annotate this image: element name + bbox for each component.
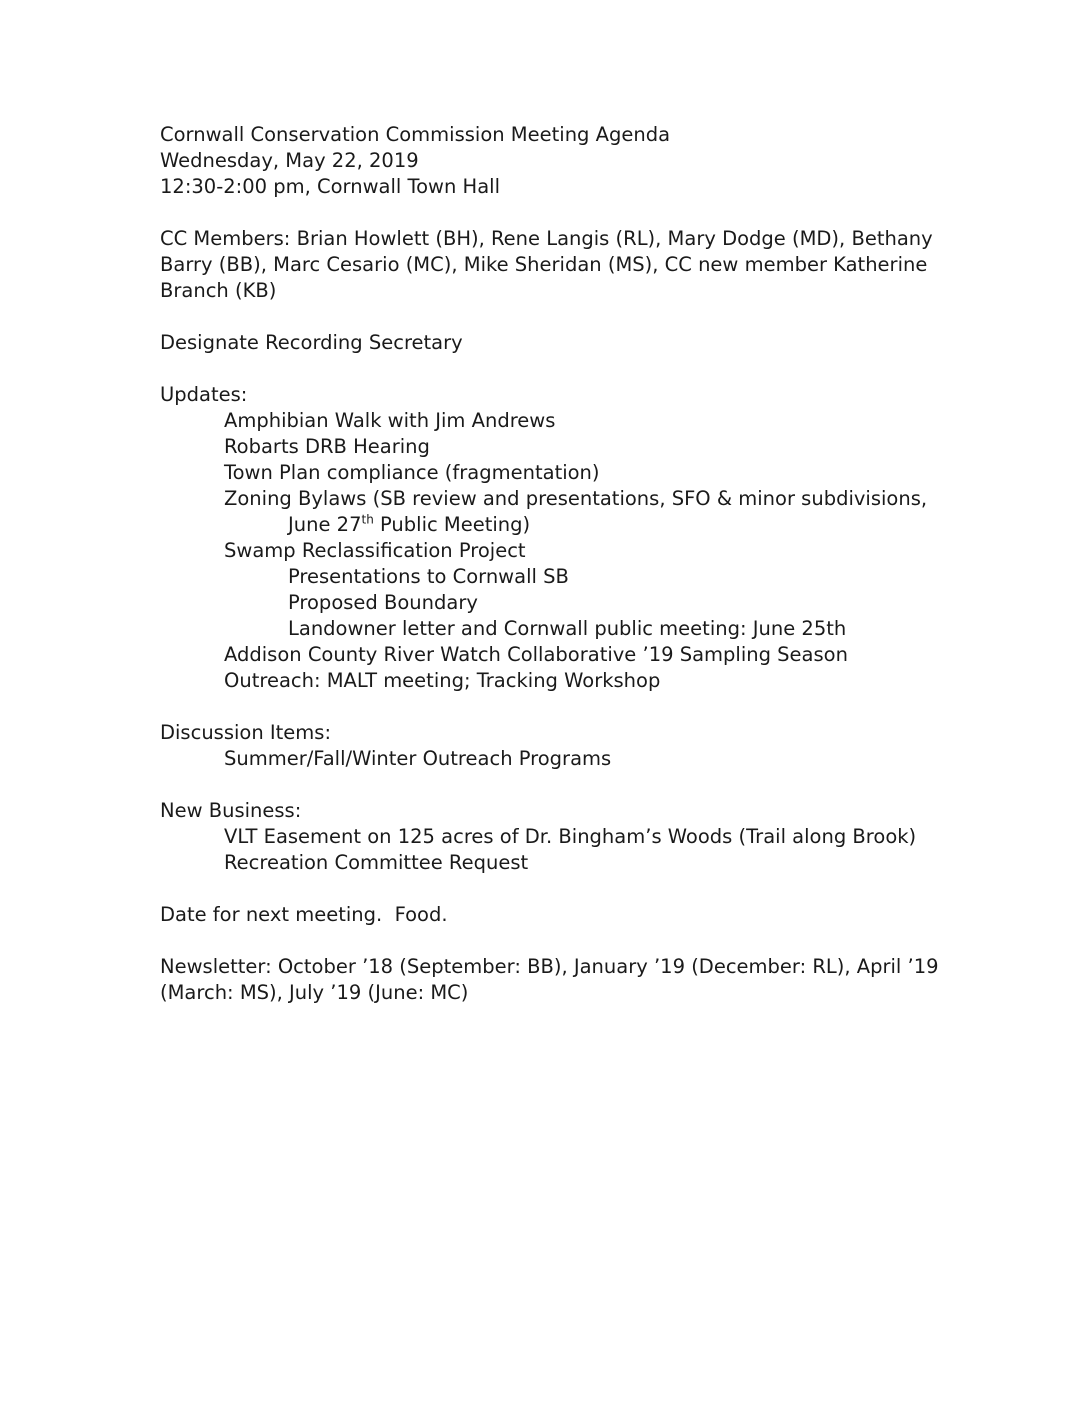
agenda-title: Cornwall Conservation Commission Meeting Agenda	[160, 123, 671, 146]
zoning-meeting: Public Meeting)	[373, 513, 531, 536]
next-meeting: Date for next meeting. Food.	[160, 903, 448, 926]
ordinal-suffix: th	[361, 512, 374, 527]
designate-secretary: Designate Recording Secretary	[160, 331, 463, 354]
updates-heading: Updates:	[160, 383, 248, 406]
newsletter-line-2: (March: MS), July ’19 (June: MC)	[160, 981, 469, 1004]
update-item-amphibian: Amphibian Walk with Jim Andrews	[224, 409, 556, 432]
members-line-2: Barry (BB), Marc Cesario (MC), Mike Sheridan (MS), CC new member Katherine	[160, 253, 928, 276]
update-item-town-plan: Town Plan compliance (fragmentation)	[224, 461, 600, 484]
discussion-item: Summer/Fall/Winter Outreach Programs	[224, 747, 612, 770]
new-business-item-recreation: Recreation Committee Request	[224, 851, 529, 874]
swamp-subitem-boundary: Proposed Boundary	[288, 591, 478, 614]
spacer	[160, 694, 960, 720]
spacer	[160, 356, 960, 382]
spacer	[160, 304, 960, 330]
swamp-subitem-landowner-letter: Landowner letter and Cornwall public meeting: June 25th	[288, 617, 847, 640]
update-item-zoning-continued	[160, 512, 960, 538]
update-item-swamp: Swamp Reclassification Project	[224, 539, 526, 562]
spacer	[160, 772, 960, 798]
new-business-item-vlt: VLT Easement on 125 acres of Dr. Bingham’s Woods (Trail along Brook)	[224, 825, 917, 848]
spacer	[160, 928, 960, 954]
discussion-heading: Discussion Items:	[160, 721, 332, 744]
update-item-zoning: Zoning Bylaws (SB review and presentations, SFO & minor subdivisions,	[224, 487, 928, 510]
update-item-outreach: Outreach: MALT meeting; Tracking Workshop	[224, 669, 661, 692]
spacer	[160, 876, 960, 902]
members-line-3: Branch (KB)	[160, 279, 277, 302]
agenda-content	[160, 122, 960, 1006]
update-item-river-watch: Addison County River Watch Collaborative ’19 Sampling Season	[224, 643, 848, 666]
newsletter-line-1: Newsletter: October ’18 (September: BB), January ’19 (December: RL), April ’19	[160, 955, 939, 978]
spacer	[160, 200, 960, 226]
zoning-date: June 27	[288, 513, 362, 536]
meeting-time-location: 12:30-2:00 pm, Cornwall Town Hall	[160, 175, 500, 198]
swamp-subitem-presentations: Presentations to Cornwall SB	[288, 565, 569, 588]
update-item-robarts: Robarts DRB Hearing	[224, 435, 430, 458]
meeting-date: Wednesday, May 22, 2019	[160, 149, 419, 172]
members-line-1: CC Members: Brian Howlett (BH), Rene Langis (RL), Mary Dodge (MD), Bethany	[160, 227, 933, 250]
new-business-heading: New Business:	[160, 799, 302, 822]
